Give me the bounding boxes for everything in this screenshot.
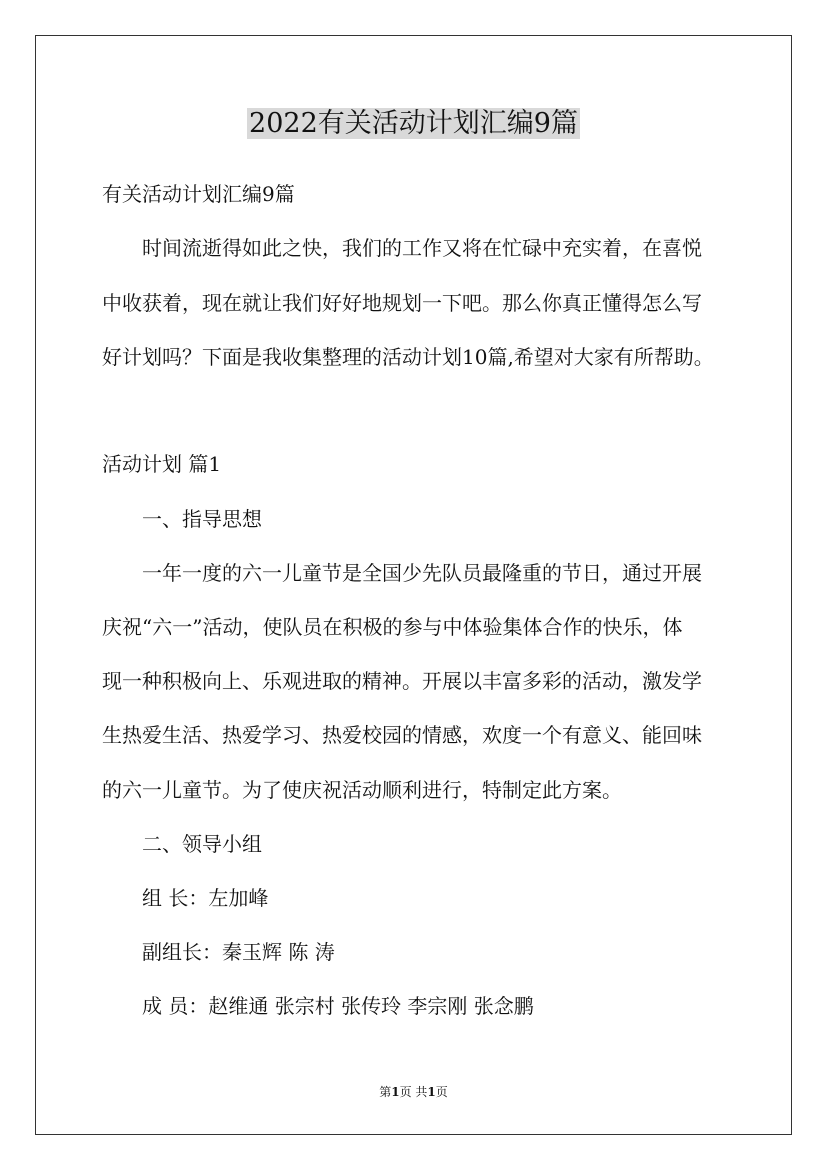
- part1-line-3: 现一种积极向上、乐观进取的精神。开展以丰富多彩的活动，激发学: [102, 669, 702, 693]
- part1-heading: 一、指导思想: [142, 507, 262, 531]
- document-title: 2022有关活动计划汇编9篇: [249, 108, 578, 139]
- part1-line-5: 的六一儿童节。为了使庆祝活动顺利进行，特制定此方案。: [102, 778, 622, 802]
- total-page-number: 1: [427, 1085, 436, 1099]
- section-heading: 活动计划 篇1: [102, 452, 222, 476]
- page-footer: 第1页 共1页: [379, 1085, 448, 1099]
- part2-heading: 二、领导小组: [142, 832, 262, 856]
- member-leader: 组 长：左加峰: [142, 886, 269, 910]
- intro-line-3: 好计划吗？下面是我收集整理的活动计划10篇,希望对大家有所帮助。: [102, 345, 714, 369]
- member-deputy: 副组长：秦玉辉 陈 涛: [142, 940, 335, 964]
- part1-line-2: 庆祝“六一”活动，使队员在积极的参与中体验集体合作的快乐，体: [102, 615, 683, 639]
- intro-line-1: 时间流逝得如此之快，我们的工作又将在忙碌中充实着，在喜悦: [142, 236, 702, 260]
- current-page-number: 1: [391, 1085, 400, 1099]
- part1-line-4: 生热爱生活、热爱学习、热爱校园的情感，欢度一个有意义、能回味: [102, 723, 702, 747]
- member-list: 成 员：赵维通 张宗村 张传玲 李宗刚 张念鹏: [142, 994, 534, 1018]
- document-subtitle: 有关活动计划汇编9篇: [102, 182, 295, 206]
- part1-line-1: 一年一度的六一儿童节是全国少先队员最隆重的节日，通过开展: [142, 561, 702, 585]
- intro-line-2: 中收获着，现在就让我们好好地规划一下吧。那么你真正懂得怎么写: [102, 291, 702, 315]
